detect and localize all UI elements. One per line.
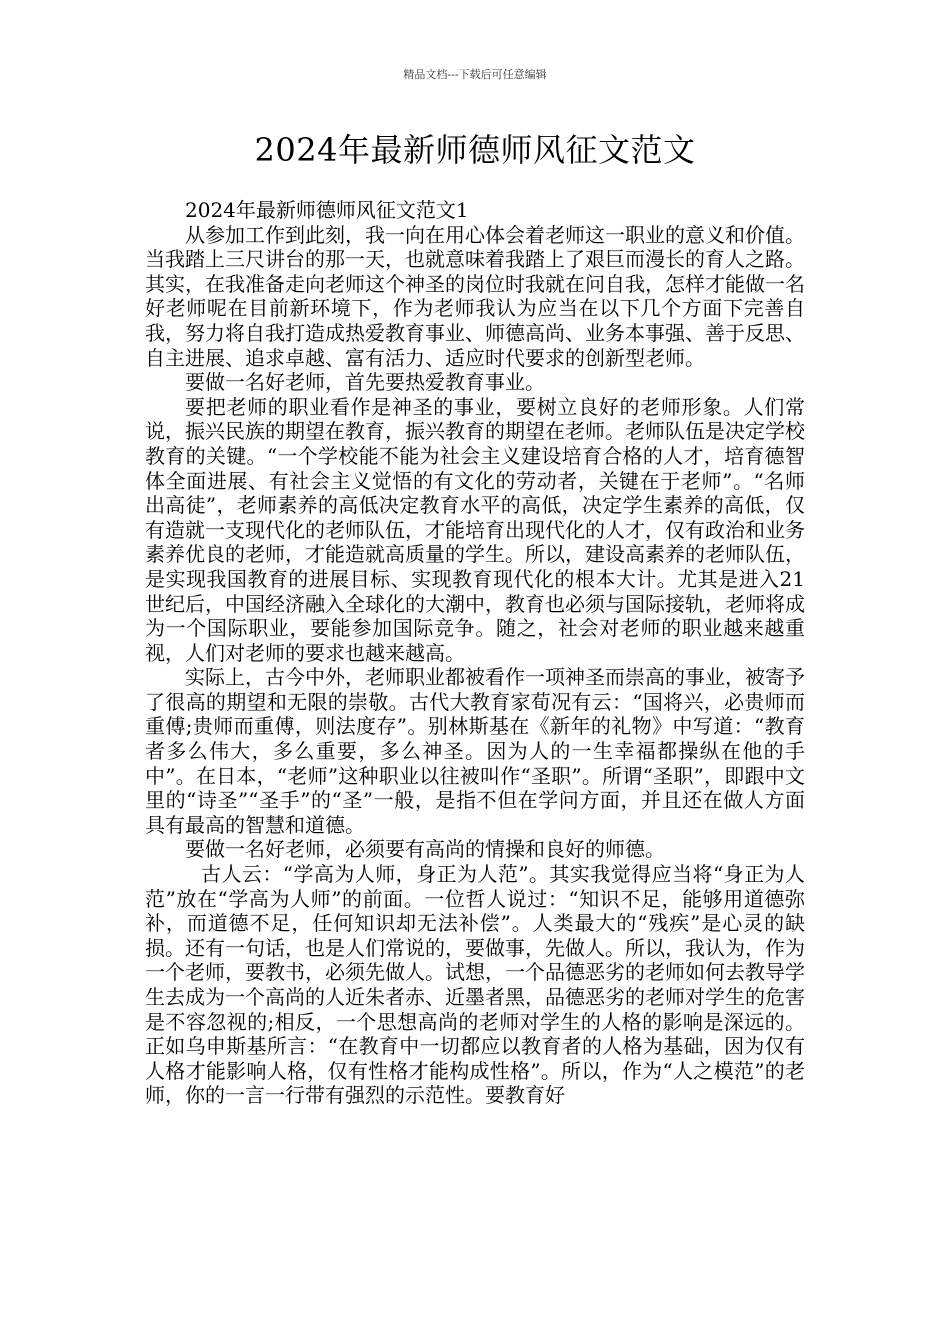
- paragraph: 古人云：“学高为人师，身正为人范”。其实我觉得应当将“身正为人范”放在“学高为人师”的前面。一位哲人说过：“知识不足，能够用道德弥补，而道德不足，任何知识却无法补偿”。人类最大的“残疾”是心灵的缺损。还有一句话，也是人们常说的，要做事，先做人。所以，我认为，作为一个老师，要教书，必须先做人。试想，一个品德恶劣的老师如何去教导学生去成为一个高尚的人近朱者赤、近墨者黑，品德恶劣的老师对学生的危害是不容忽视的;相反，一个思想高尚的老师对学生的人格的影响是深远的。正如乌申斯基所言：“在教育中一切都应以教育者的人格为基础，因为仅有人格才能影响人格，仅有性格才能构成性格”。所以，作为“人之模范”的老师，你的一言一行带有强烈的示范性。要教育好: [145, 862, 805, 1108]
- page-title: 2024年最新师德师风征文范文: [254, 131, 696, 169]
- paragraph: 要做一名好老师，必须要有高尚的情操和良好的师德。: [185, 837, 665, 862]
- document-body: [145, 198, 805, 1108]
- paragraph: 从参加工作到此刻，我一向在用心体会着老师这一职业的意义和价值。当我踏上三尺讲台的那一天，也就意味着我踏上了艰巨而漫长的育人之路。其实，在我准备走向老师这个神圣的岗位时我就在问自我，怎样才能做一名好老师呢在目前新环境下，作为老师我认为应当在以下几个方面下完善自我，努力将自我打造成热爱教育事业、师德高尚、业务本事强、善于反思、自主进展、追求卓越、富有活力、适应时代要求的创新型老师。: [145, 222, 805, 370]
- section-heading: 2024年最新师德师风征文范文1: [185, 198, 469, 222]
- paragraph: 要做一名好老师，首先要热爱教育事业。: [185, 370, 545, 395]
- header-note: 精品文档---下载后可任意编辑: [403, 68, 547, 81]
- paragraph: 要把老师的职业看作是神圣的事业，要树立良好的老师形象。人们常说，振兴民族的期望在教育，振兴教育的期望在老师。老师队伍是决定学校教育的关键。“一个学校能不能为社会主义建设培育合格的人才，培育德智体全面进展、有社会主义觉悟的有文化的劳动者，关键在于老师”。“名师出高徒”，老师素养的高低决定教育水平的高低，决定学生素养的高低，仅有造就一支现代化的老师队伍，才能培育出现代化的人才，仅有政治和业务素养优良的老师，才能造就高质量的学生。所以，建设高素养的老师队伍，是实现我国教育的进展目标、实现教育现代化的根本大计。尤其是进入21世纪后，中国经济融入全球化的大潮中，教育也必须与国际接轨，老师将成为一个国际职业，要能参加国际竞争。随之，社会对老师的职业越来越重视，人们对老师的要求也越来越高。: [145, 394, 805, 665]
- paragraph: 实际上，古今中外，老师职业都被看作一项神圣而崇高的事业，被寄予了很高的期望和无限的崇敬。古代大教育家荀况有云：“国将兴，必贵师而重傅;贵师而重傅，则法度存”。别林斯基在《新年的礼物》中写道：“教育者多么伟大，多么重要，多么神圣。因为人的一生幸福都操纵在他的手中”。在日本，“老师”这种职业以往被叫作“圣职”。所谓“圣职”，即跟中文里的“诗圣”“圣手”的“圣”一般，是指不但在学问方面，并且还在做人方面具有最高的智慧和道德。: [145, 665, 805, 837]
